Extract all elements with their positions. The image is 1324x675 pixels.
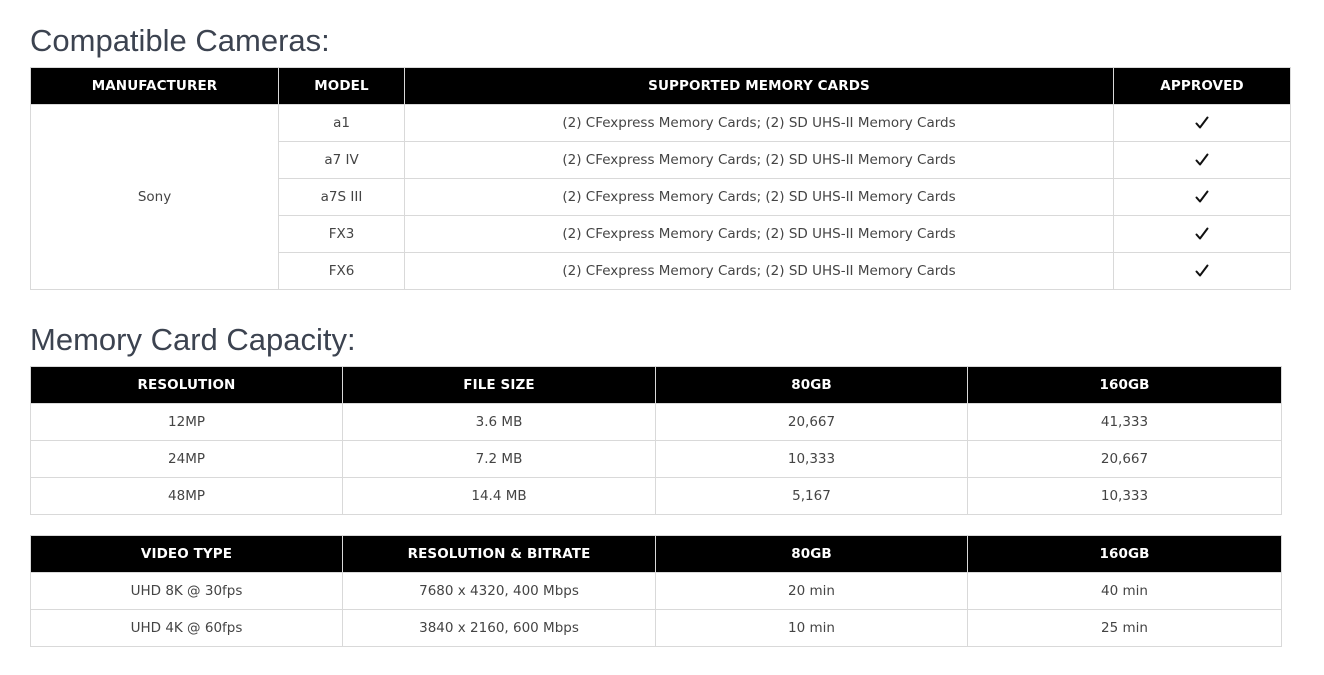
capacity-160gb-cell: 10,333 — [968, 478, 1282, 515]
supported-cards-cell: (2) CFexpress Memory Cards; (2) SD UHS-II Memory Cards — [405, 253, 1114, 290]
header-model: MODEL — [279, 68, 405, 105]
table-header-row — [31, 367, 1282, 404]
supported-cards-cell: (2) CFexpress Memory Cards; (2) SD UHS-II Memory Cards — [405, 179, 1114, 216]
approved-cell — [1114, 142, 1291, 179]
table-header-row — [31, 68, 1291, 105]
supported-cards-cell: (2) CFexpress Memory Cards; (2) SD UHS-II Memory Cards — [405, 142, 1114, 179]
checkmark-icon — [1194, 115, 1210, 131]
resolution-cell: 48MP — [31, 478, 343, 515]
supported-cards-cell: (2) CFexpress Memory Cards; (2) SD UHS-II Memory Cards — [405, 216, 1114, 253]
duration-160gb-cell: 25 min — [968, 610, 1282, 647]
header-80gb: 80GB — [656, 367, 968, 404]
file-size-cell: 14.4 MB — [343, 478, 656, 515]
table-row — [31, 610, 1282, 647]
capacity-160gb-cell: 41,333 — [968, 404, 1282, 441]
model-cell: a7 IV — [279, 142, 405, 179]
capacity-80gb-cell: 10,333 — [656, 441, 968, 478]
model-cell: FX6 — [279, 253, 405, 290]
approved-cell — [1114, 216, 1291, 253]
model-cell: FX3 — [279, 216, 405, 253]
header-manufacturer: MANUFACTURER — [31, 68, 279, 105]
approved-cell — [1114, 253, 1291, 290]
header-resolution-bitrate: RESOLUTION & BITRATE — [343, 536, 656, 573]
video-type-cell: UHD 4K @ 60fps — [31, 610, 343, 647]
model-cell: a7S III — [279, 179, 405, 216]
header-supported-memory-cards: SUPPORTED MEMORY CARDS — [405, 68, 1114, 105]
manufacturer-cell: Sony — [31, 105, 279, 290]
table-row — [31, 573, 1282, 610]
file-size-cell: 3.6 MB — [343, 404, 656, 441]
supported-cards-cell: (2) CFexpress Memory Cards; (2) SD UHS-II Memory Cards — [405, 105, 1114, 142]
compatible-cameras-title: Compatible Cameras: — [30, 23, 330, 58]
header-file-size: FILE SIZE — [343, 367, 656, 404]
capacity-160gb-cell: 20,667 — [968, 441, 1282, 478]
table-row — [31, 404, 1282, 441]
header-approved: APPROVED — [1114, 68, 1291, 105]
header-160gb: 160GB — [968, 536, 1282, 573]
file-size-cell: 7.2 MB — [343, 441, 656, 478]
checkmark-icon — [1194, 226, 1210, 242]
table-row — [31, 478, 1282, 515]
photo-capacity-table — [30, 366, 1282, 515]
resolution-bitrate-cell: 3840 x 2160, 600 Mbps — [343, 610, 656, 647]
capacity-80gb-cell: 20,667 — [656, 404, 968, 441]
checkmark-icon — [1194, 263, 1210, 279]
resolution-cell: 12MP — [31, 404, 343, 441]
video-type-cell: UHD 8K @ 30fps — [31, 573, 343, 610]
table-row — [31, 441, 1282, 478]
memory-card-capacity-title: Memory Card Capacity: — [30, 322, 356, 357]
duration-80gb-cell: 20 min — [656, 573, 968, 610]
resolution-cell: 24MP — [31, 441, 343, 478]
checkmark-icon — [1194, 189, 1210, 205]
model-cell: a1 — [279, 105, 405, 142]
checkmark-icon — [1194, 152, 1210, 168]
video-capacity-table — [30, 535, 1282, 647]
header-160gb: 160GB — [968, 367, 1282, 404]
resolution-bitrate-cell: 7680 x 4320, 400 Mbps — [343, 573, 656, 610]
header-resolution: RESOLUTION — [31, 367, 343, 404]
capacity-80gb-cell: 5,167 — [656, 478, 968, 515]
approved-cell — [1114, 105, 1291, 142]
header-video-type: VIDEO TYPE — [31, 536, 343, 573]
table-header-row — [31, 536, 1282, 573]
header-80gb: 80GB — [656, 536, 968, 573]
duration-160gb-cell: 40 min — [968, 573, 1282, 610]
duration-80gb-cell: 10 min — [656, 610, 968, 647]
approved-cell — [1114, 179, 1291, 216]
table-row — [31, 105, 1291, 142]
compatible-cameras-table — [30, 67, 1291, 290]
